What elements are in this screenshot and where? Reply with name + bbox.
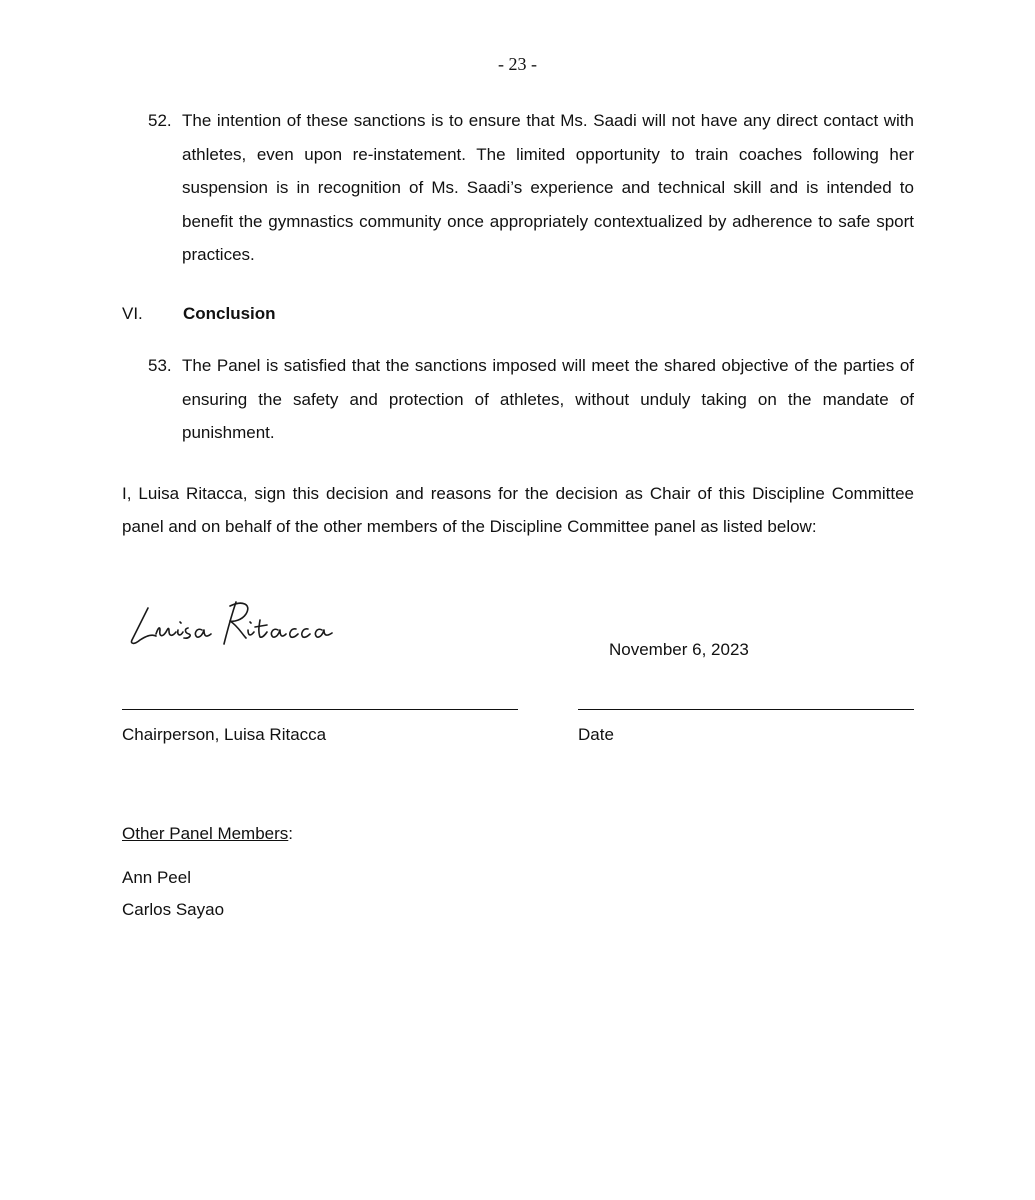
paragraph-number: 53. (148, 356, 172, 375)
panel-member: Ann Peel (122, 868, 191, 887)
handwritten-signature (126, 594, 336, 656)
chairperson-label: Chairperson, Luisa Ritacca (122, 725, 327, 744)
page-number: - 23 - (498, 54, 537, 74)
section-numeral: VI. (122, 304, 143, 323)
paragraph-text: The Panel is satisfied that the sanctions imposed will meet the shared objective of the parties of ensuring the safety and protection of athletes, without unduly taking on the mandate of punishment. (182, 356, 914, 442)
section-heading (122, 300, 276, 328)
signing-statement: I, Luisa Ritacca, sign this decision and reasons for the decision as Chair of this Discipline Committee panel and on behalf of the other members of the Discipline Committee panel as listed below: (122, 484, 914, 536)
section-title: Conclusion (183, 304, 276, 323)
heading-colon: : (288, 824, 294, 843)
signature-date: November 6, 2023 (609, 640, 749, 659)
signature-line (122, 709, 518, 710)
other-members-heading (122, 822, 293, 846)
paragraph-52 (148, 104, 914, 272)
date-label: Date (578, 725, 614, 744)
panel-member: Carlos Sayao (122, 900, 225, 919)
other-members-heading-text: Other Panel Members (122, 824, 289, 843)
paragraph-53 (148, 349, 914, 450)
paragraph-text: The intention of these sanctions is to ensure that Ms. Saadi will not have any direct contact with athletes, even upon re-instatement. The limited opportunity to train coaches following her suspension is in recognition of Ms. Saadi’s experience and technical skill and is intended to benefit the gymnastics community once appropriately contextualized by adherence to safe sport practices. (182, 111, 914, 264)
date-line (578, 709, 914, 710)
paragraph-number: 52. (148, 111, 172, 130)
